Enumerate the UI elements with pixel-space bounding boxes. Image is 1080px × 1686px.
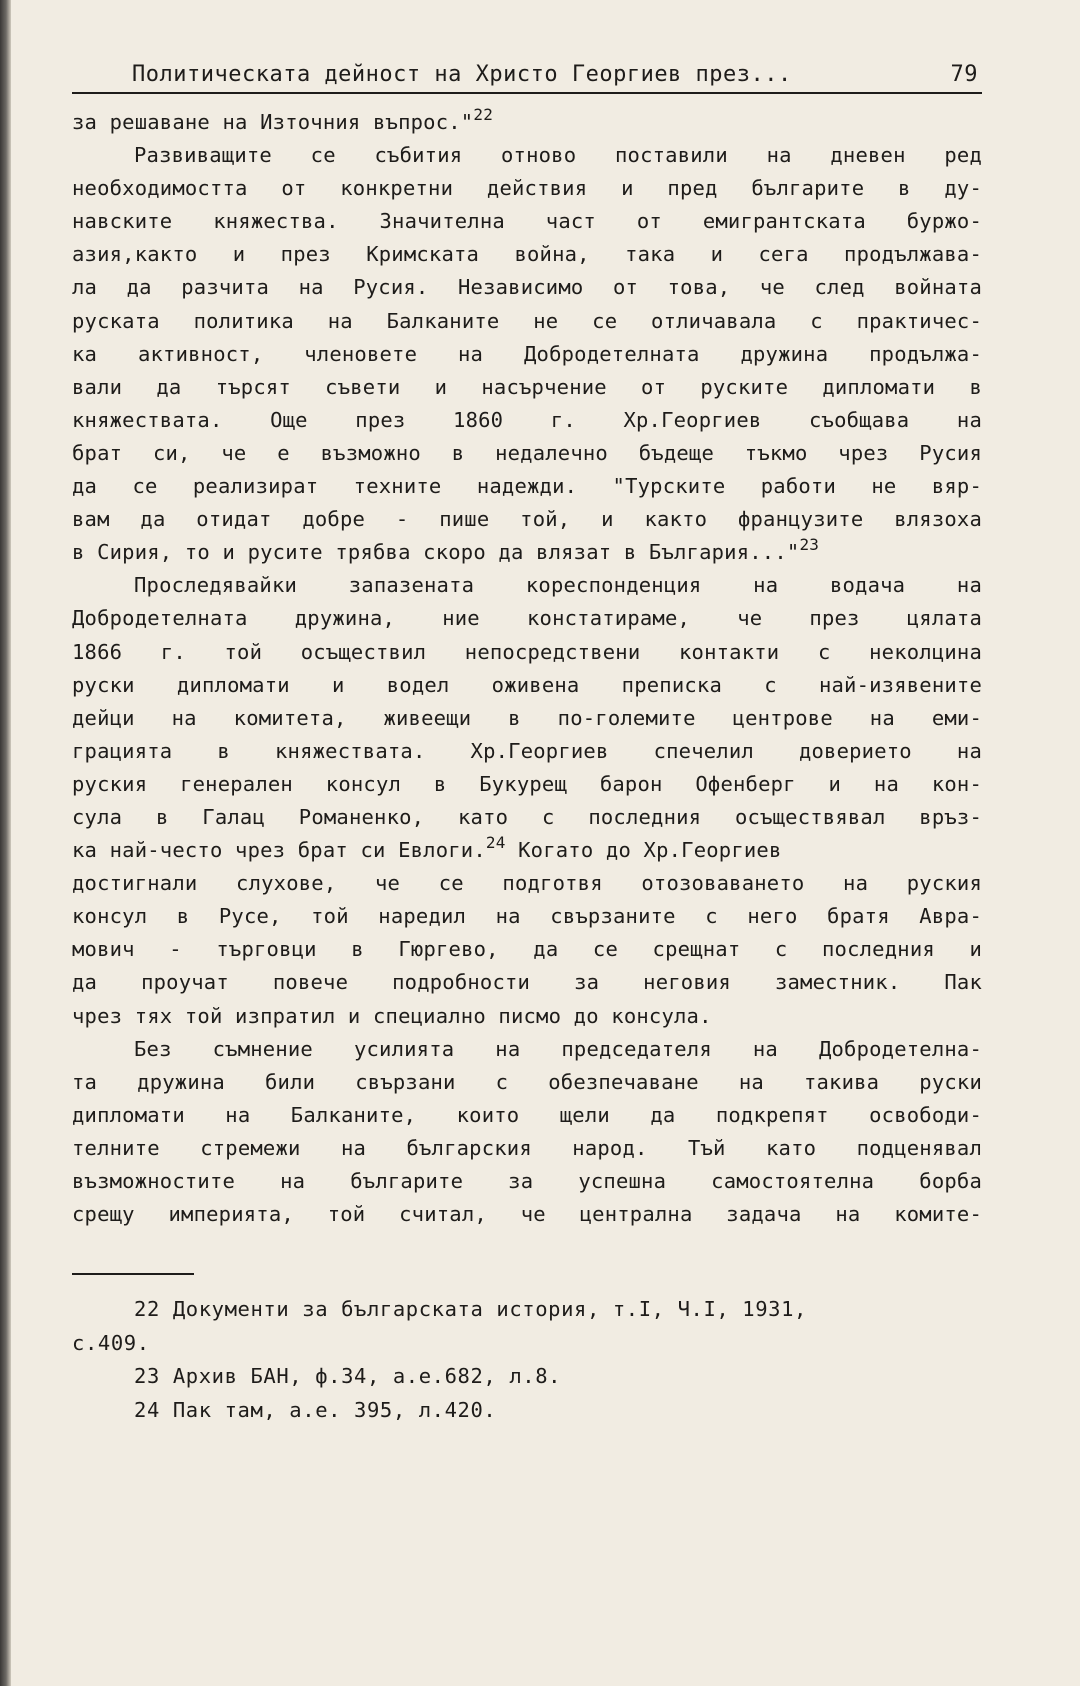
text-line: дейци на комитета, живеещи в по-големите центрове на еми-	[72, 705, 982, 730]
footnote-ref: 24	[485, 833, 506, 853]
text-line: дипломати на Балканите, които щели да подкрепят освободи-	[72, 1102, 982, 1127]
page-number: 79	[950, 62, 978, 87]
text-line: руския генерален консул в Букурещ барон Офенберг и на кон-	[72, 771, 982, 796]
text-line: възможностите на българите за успешна самостоятелна борба	[72, 1169, 982, 1193]
text-line: руската политика на Балканите не се отличавала с практичес-	[72, 308, 982, 333]
text-line: вали да търсят съвети и насърчение от руските дипломати в	[72, 374, 982, 399]
text-line: чрез тях той изпратил и специално писмо до консула.	[72, 1003, 712, 1028]
text-line: сула в Галац Романенко, като с последния осъществявал връз-	[72, 804, 982, 829]
text-line: Проследявайки запазената кореспонденция на водача на	[134, 573, 982, 598]
text-line: ка активност, членовете на Добродетелната дружина продължа-	[72, 341, 982, 366]
text-line: азия,както и през Кримската война, така и сега продължава-	[72, 242, 982, 267]
text-line: 1866 г. той осъществил непосредствени контакти с неколцина	[72, 639, 982, 664]
running-title: Политическата дейност на Христо Георгиев през...	[132, 62, 792, 87]
text-line: княжествата. Още през 1860 г. Хр.Георгиев съобщава на	[72, 407, 982, 432]
footnote: 22 Документи за българската история, т.I, Ч.I, 1931,	[134, 1297, 807, 1322]
text-line: необходимостта от конкретни действия и пред българите в ду-	[72, 176, 982, 201]
text-line: руски дипломати и водел оживена преписка с най-изявените	[72, 672, 982, 697]
document-page	[72, 58, 982, 1427]
text-line: да проучат повече подробности за неговия заместник. Пак	[72, 970, 982, 995]
text-line: срещу империята, той считал, че централна задача на комите-	[72, 1202, 982, 1227]
body-text	[72, 106, 982, 1231]
text-line: Добродетелната дружина, ние констатираме, че през цялата	[72, 606, 982, 631]
page-binding-edge	[0, 0, 11, 1686]
footnote-divider	[72, 1273, 194, 1275]
text-line: ка най-често чрез брат си Евлоги.$^{24}$ Когато до Хр.Георгиев	[72, 833, 782, 863]
footnote-ref: 22	[473, 105, 494, 124]
text-line: Развиващите се събития отново поставили на дневен ред	[134, 143, 982, 168]
text-line: грацията в княжествата. Хр.Георгиев спечелил доверието на	[72, 738, 982, 763]
text-line: мович - търговци в Гюргево, да се срещнат с последния и	[72, 937, 982, 962]
footnote: 24 Пак там, а.е. 395, л.420.	[134, 1397, 497, 1422]
text-line: достигнали слухове, че се подготвя отозоваването на руския	[72, 871, 982, 896]
text-line: ла да разчита на Русия. Независимо от това, че след войната	[72, 275, 982, 300]
text-line: да се реализират техните надежди. "Турските работи не вяр-	[72, 474, 982, 499]
running-header	[72, 58, 982, 94]
text-line: брат си, че е възможно в недалечно бъдеще тъкмо чрез Русия	[72, 440, 982, 465]
text-line: телните стремежи на българския народ. Тъй като подценявал	[72, 1135, 982, 1160]
text-line: за решаване на Източния въпрос."$^{22}$	[72, 105, 494, 134]
text-line: навските княжества. Значителна част от емигрантската буржо-	[72, 209, 982, 234]
text-line: консул в Русе, той наредил на свързаните с него братя Авра-	[72, 904, 982, 929]
footnote-continuation: с.409.	[72, 1330, 150, 1355]
footnotes	[72, 1293, 982, 1427]
text-line: в Сирия, то и русите трябва скоро да влязат в България..."$^{23}$	[72, 535, 820, 565]
text-line: Без съмнение усилията на председателя на Добродетелна-	[134, 1036, 982, 1061]
text-line: та дружина били свързани с обезпечаване на такива руски	[72, 1069, 982, 1094]
footnote: 23 Архив БАН, ф.34, а.е.682, л.8.	[134, 1364, 562, 1389]
text-line: вам да отидат добре - пише той, и както французите влязоха	[72, 507, 982, 532]
footnote-ref: 23	[799, 535, 820, 555]
